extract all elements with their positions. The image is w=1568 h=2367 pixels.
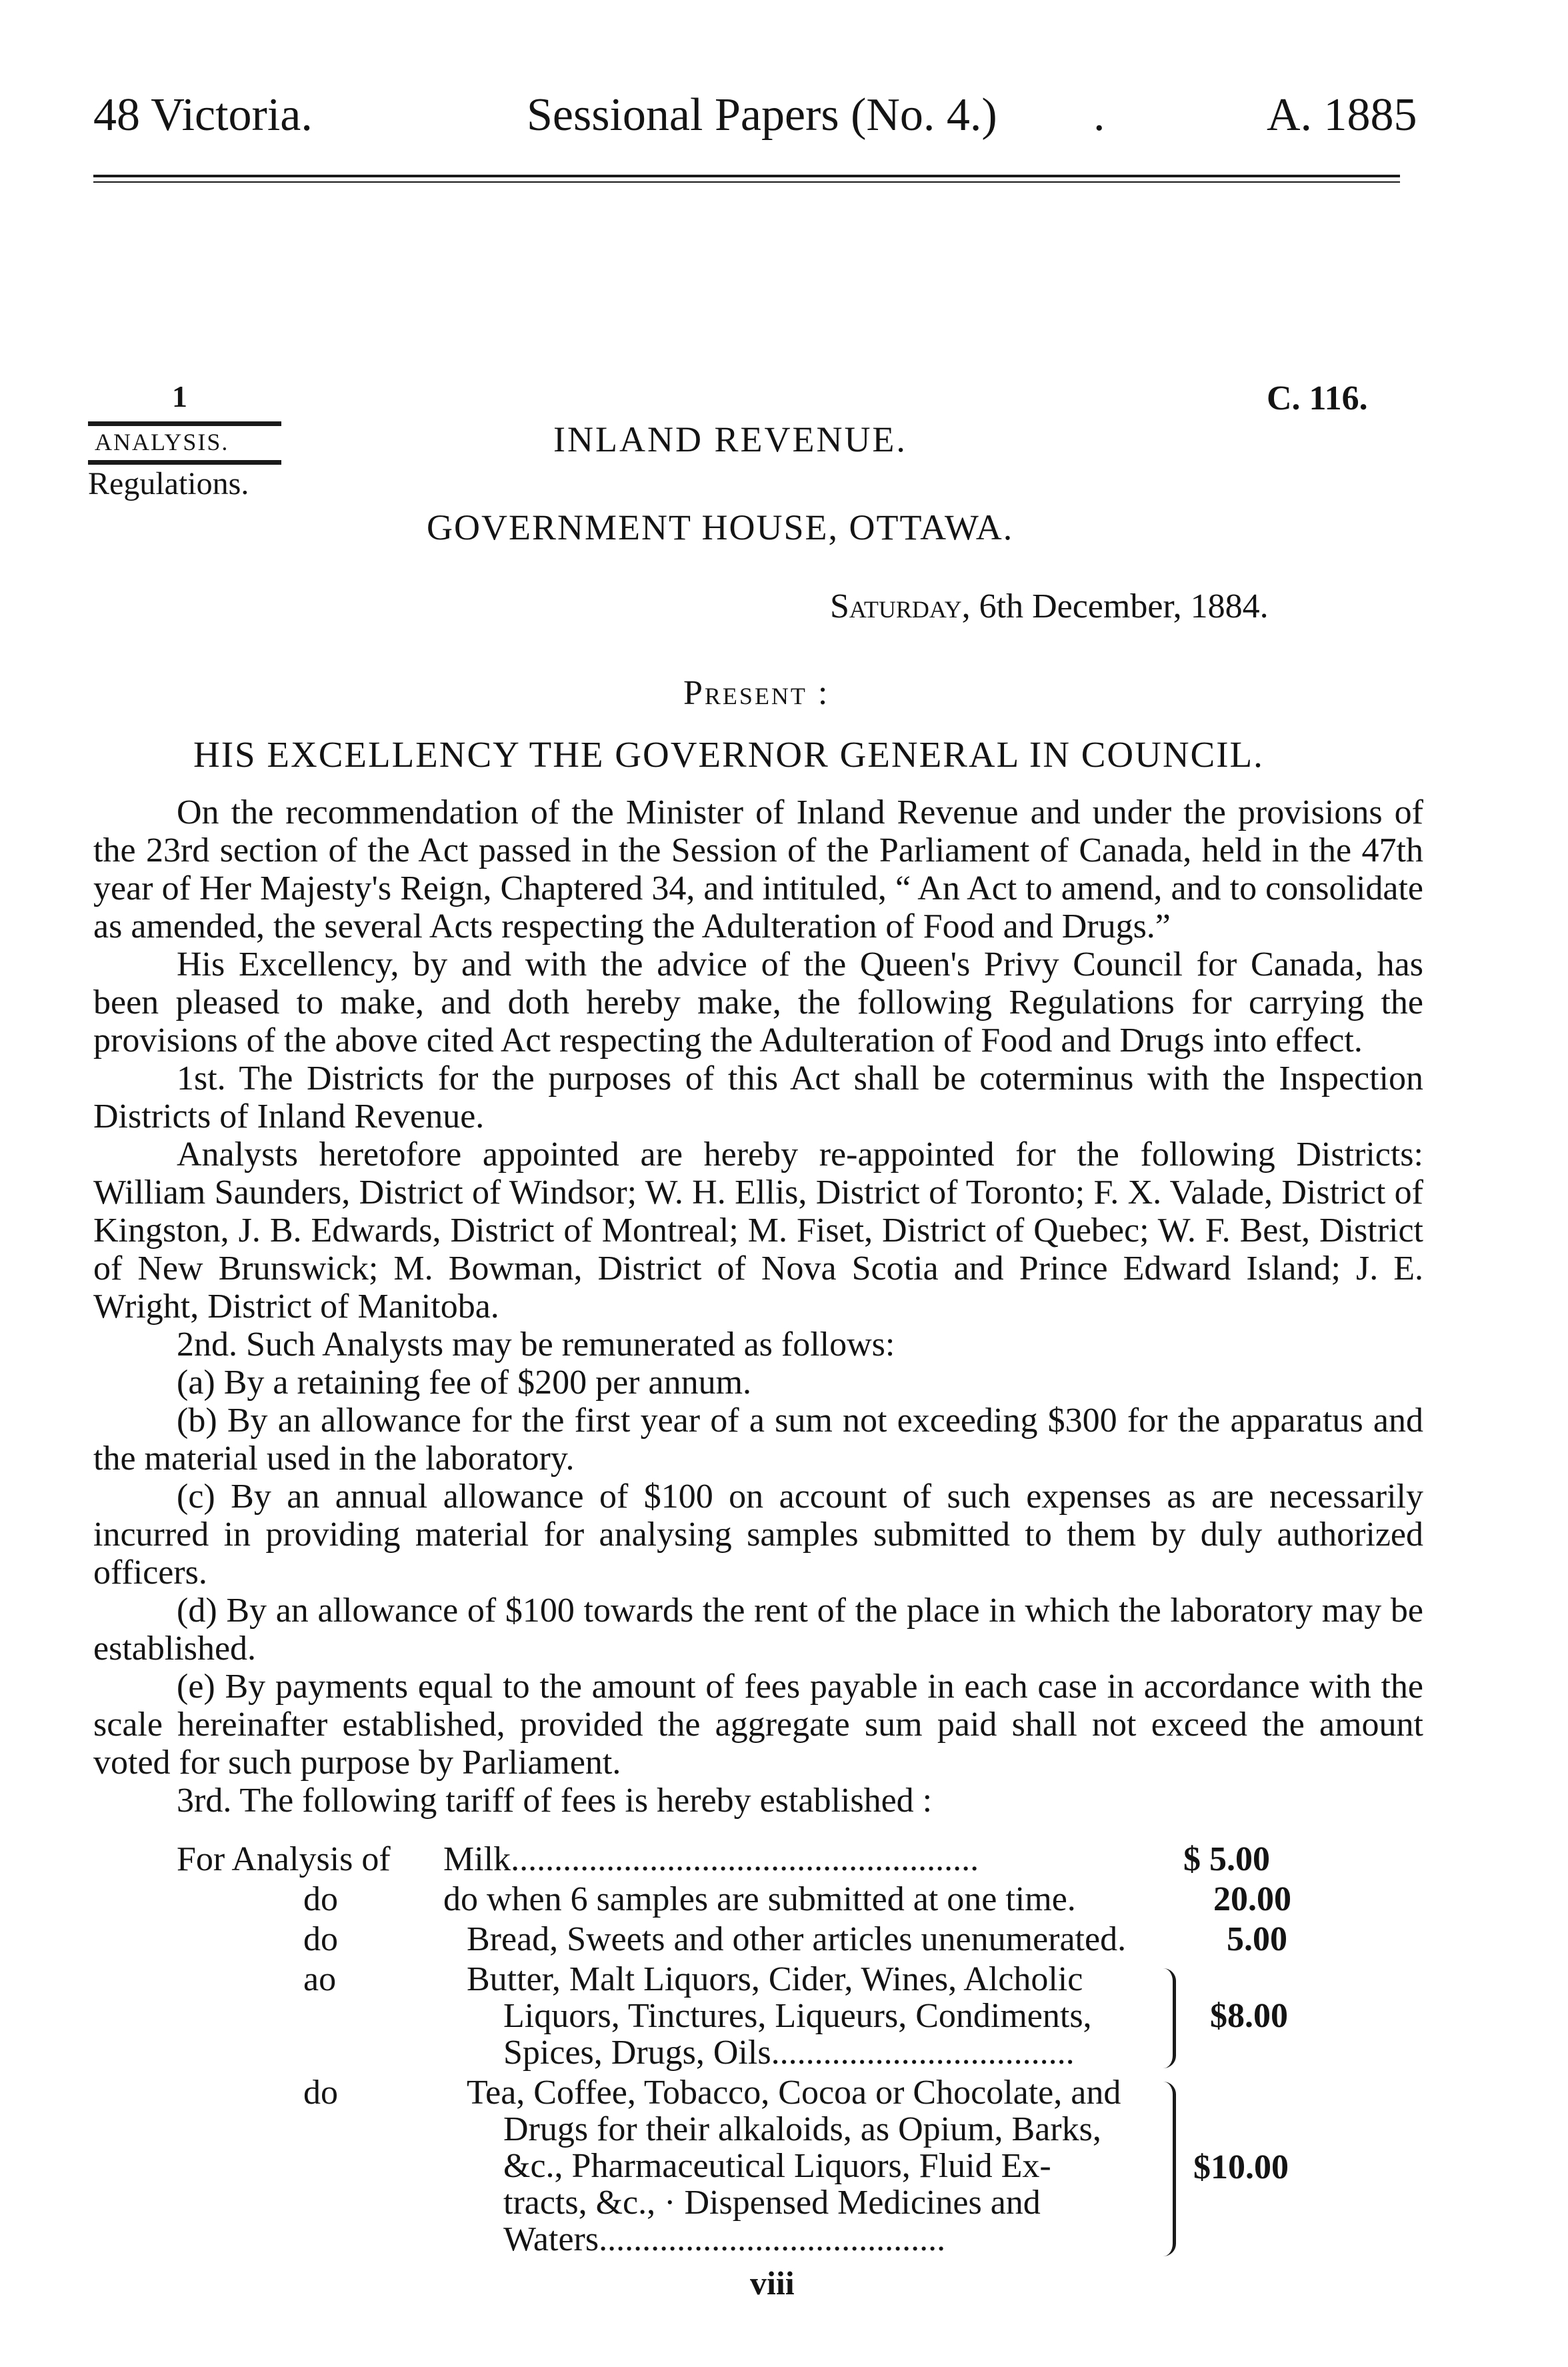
tariff-row1-col1: For Analysis of [177,1840,391,1878]
tariff-row4-line2: Liquors, Tinctures, Liqueurs, Condiments, [503,1997,1092,2035]
date-line [830,587,1269,626]
tariff-row3-col1: do [303,1920,338,1958]
tariff-row4-line3 [503,2034,1160,2072]
clause-d [93,1592,1423,1668]
body-text [93,793,1423,1820]
tariff-row5-line5 [503,2220,1160,2258]
margin-rule-2 [88,460,281,465]
clause-c-label: (c) [177,1478,215,1516]
header-dot: . [1093,89,1105,141]
header-rule-top [93,175,1400,177]
paragraph-third: 3rd. The following tariff of fees is hereby established : [177,1782,933,1820]
header-right: A. 1885 [1267,89,1417,141]
clause-b [93,1402,1423,1478]
paragraph-first-districts: 1st. The Districts for the purposes of this Act shall be coterminus with the Inspection Districts of Inland Revenue. [93,1059,1423,1135]
tariff-row3-fee: 5.00 [1227,1920,1287,1958]
paragraph-preamble: On the recommendation of the Minister of Inland Revenue and under the provisions of the 23rd section of the Act passed in the Session of the Parliament of Canada, held in the 47th year of Her Majesty's Reign, Chaptered 34, and intituled, “ An Act to amend, and to consolidate as amended, the several Acts respecting the Adulteration of Food and Drugs.” [93,793,1423,945]
tariff-row4-line1: Butter, Malt Liquors, Cider, Wines, Alcholic [467,1960,1083,1998]
margin-label-regulations: Regulations. [88,466,249,501]
margin-number: 1 [172,379,187,413]
tariff-row3-item: Bread, Sweets and other articles unenumerated. [467,1920,1127,1958]
department-heading: INLAND REVENUE. [553,419,907,459]
clause-c-text: By an annual allowance of $100 on account of such expenses as are necessarily incurred in providing material for analysing samples submitted to them by duly authorized officers. [93,1478,1423,1592]
clause-d-text: By an allowance of $100 towards the rent of the place in which the laboratory may be established. [93,1592,1424,1668]
tariff-row5-col1: do [303,2074,338,2112]
tariff-row2-fee: 20.00 [1213,1880,1291,1918]
tariff-row5-brace [1163,2082,1176,2256]
order-code: C. 116. [1267,379,1368,417]
tariff-row5-line5-text: Waters [503,2220,599,2258]
tariff-row5-line4: tracts, &c., · Dispensed Medicines and [503,2184,1041,2222]
tariff-row5-line1: Tea, Coffee, Tobacco, Cocoa or Chocolate, and [467,2074,1121,2112]
tariff-row5-line2: Drugs for their alkaloids, as Opium, Barks, [503,2110,1101,2148]
clause-c [93,1478,1423,1592]
present-label: Present : [683,674,830,712]
tariff-row2-col1: do [303,1880,338,1918]
tariff-row4-line3-text: Spices, Drugs, Oils [503,2034,771,2072]
header-left: 48 Victoria. [93,89,313,141]
council-heading: HIS EXCELLENCY THE GOVERNOR GENERAL IN COUNCIL. [193,734,1264,775]
tariff-row5-fee: $10.00 [1193,2148,1289,2186]
date-rest: 6th December, 1884. [979,587,1269,625]
tariff-row1-leader: ...................................................... [511,1840,979,1878]
clause-b-label: (b) [177,1402,217,1440]
tariff-row4-leader: ................................... [771,2034,1075,2072]
tariff-row1-fee: $ 5.00 [1183,1840,1270,1878]
header-rule-bottom [93,181,1400,183]
paragraph-excellency: His Excellency, by and with the advice of the Queen's Privy Council for Canada, has been pleased to make, and doth hereby make, the following Regulations for carrying the provisions of the above cited Act respecting the Adulteration of Food and Drugs into effect. [93,945,1423,1059]
tariff-row5-line3: &c., Pharmaceutical Liquors, Fluid Ex- [503,2147,1051,2185]
paragraph-second: 2nd. Such Analysts may be remunerated as follows: [177,1326,895,1364]
tariff-row4-col1: ao [303,1960,337,1998]
tariff-row2-item: do when 6 samples are submitted at one time. [443,1880,1076,1918]
clause-e [93,1668,1423,1782]
clause-e-text: By payments equal to the amount of fees payable in each case in accordance with the scale hereinafter established, provided the aggregate sum paid shall not exceed the amount voted for such purpose by Parliament. [93,1668,1423,1782]
header-center: Sessional Papers (No. 4.) [527,89,997,141]
clause-e-label: (e) [177,1668,215,1706]
tariff-row4-brace [1163,1968,1176,2068]
clause-b-text: By an allowance for the first year of a sum not exceeding $300 for the apparatus and the material used in the laboratory. [93,1402,1423,1478]
paragraph-analysts: Analysts heretofore appointed are hereby re-appointed for the following Districts: William Saunders, District of Windsor; W. H. Ellis, District of Toronto; F. X. Valade, District of Kingston, J. B. Edwards, District of Montreal; M. Fiset, District of Quebec; W. F. Best, District of New Brunswick; M. Bowman, District of Nova Scotia and Prince Edward Island; J. E. Wright, District of Manitoba. [93,1135,1423,1326]
tariff-row1-item-text: Milk [443,1840,511,1878]
tariff-row5-leader: ........................................ [599,2220,946,2258]
margin-rule-1 [88,421,281,426]
margin-label-analysis: ANALYSIS. [95,429,229,455]
date-day: Saturday, [830,587,971,625]
page-number: viii [750,2264,795,2302]
clause-a-text: By a retaining fee of $200 per annum. [223,1364,752,1402]
tariff-row4-fee: $8.00 [1210,1997,1288,2035]
clause-a [93,1364,1423,1402]
location-heading: GOVERNMENT HOUSE, OTTAWA. [427,507,1014,547]
clause-d-label: (d) [177,1592,217,1630]
clause-a-label: (a) [177,1364,215,1402]
tariff-row1-item [443,1840,1180,1878]
